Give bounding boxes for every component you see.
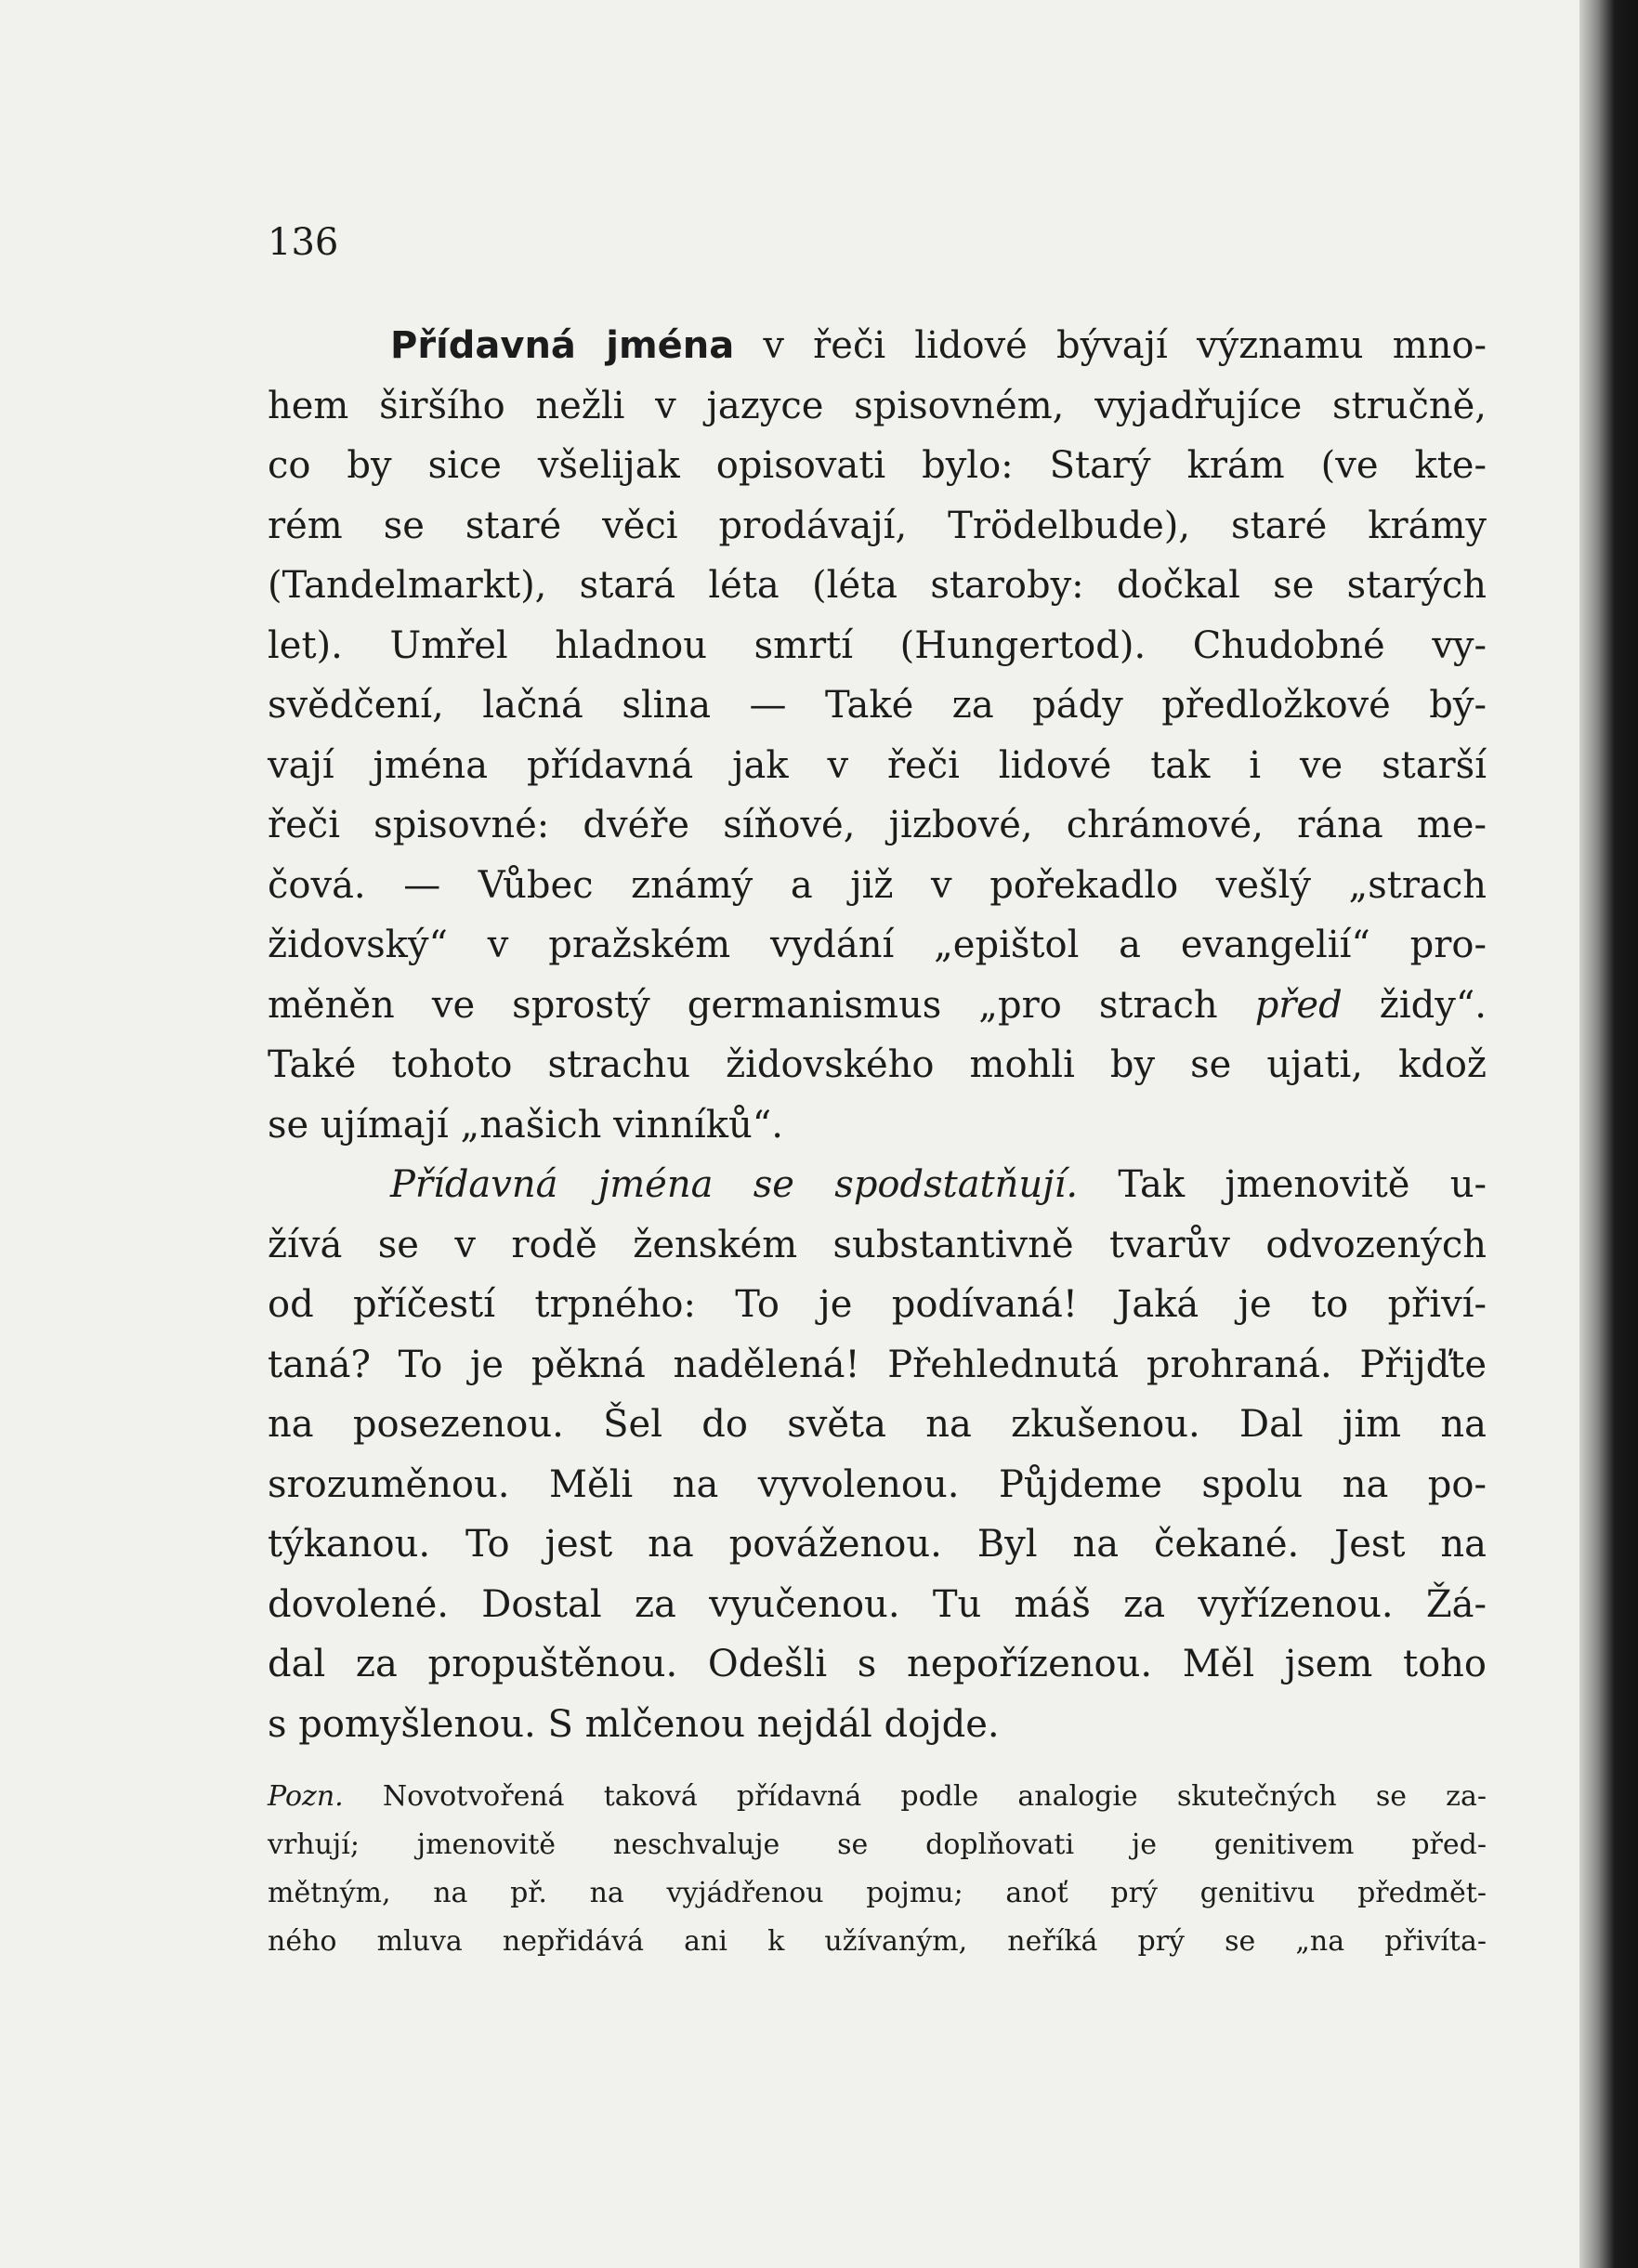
text-line: žívá se v rodě ženském substantivně tvarův odvozených bbox=[268, 1223, 1487, 1266]
note-label: Pozn. bbox=[268, 1780, 344, 1813]
paragraph-substantivized bbox=[268, 1155, 1487, 1754]
text-line: řeči spisovné: dvéře síňové, jizbové, chrámové, rána me- bbox=[268, 804, 1487, 846]
italic-word: před bbox=[1254, 983, 1343, 1027]
text-line: Přídavná jména v řeči lidové bývají významu mno- bbox=[390, 324, 1487, 367]
text-line: co by sice všelijak opisovati bylo: Starý krám (ve kte- bbox=[268, 444, 1487, 487]
text-line: od příčestí trpného: To je podívaná! Jaká je to přiví- bbox=[268, 1283, 1487, 1326]
text-line: týkanou. To jest na pováženou. Byl na čekané. Jest na bbox=[268, 1523, 1487, 1566]
note-line: vrhují; jmenovitě neschvaluje se doplňovati je genitivem před- bbox=[268, 1829, 1487, 1861]
section-heading-italic: Přídavná jména se spodstatňují. bbox=[390, 1163, 1079, 1206]
note-line: mětným, na př. na vyjádřenou pojmu; anoť prý genitivu předmět- bbox=[268, 1877, 1487, 1909]
text-line: srozuměnou. Měli na vyvolenou. Půjdeme spolu na po- bbox=[268, 1462, 1487, 1506]
text-line: Přídavná jména se spodstatňují. Tak jmenovitě u- bbox=[390, 1163, 1487, 1206]
section-heading: Přídavná jména bbox=[390, 324, 735, 367]
footnote bbox=[268, 1773, 1487, 1966]
text-line: rém se staré věci prodávají, Trödelbude), staré krámy bbox=[268, 504, 1487, 547]
text-line: na posezenou. Šel do světa na zkušenou. Dal jim na bbox=[268, 1403, 1487, 1446]
text-line: Také tohoto strachu židovského mohli by se ujati, kdož bbox=[268, 1043, 1487, 1086]
text-line: se ujímají „našich vinníků“. bbox=[268, 1103, 783, 1147]
text-line: svědčení, lačná slina — Také za pády předložkové bý- bbox=[268, 684, 1487, 727]
text-line: dal za propuštěnou. Odešli s nepořízenou. Měl jsem toho bbox=[268, 1643, 1487, 1685]
text-line: hem širšího nežli v jazyce spisovném, vyjadřujíce stručně, bbox=[268, 384, 1487, 427]
text-line: vají jména přídavná jak v řeči lidové tak i ve starší bbox=[268, 743, 1487, 787]
text-line: let). Umřel hladnou smrtí (Hungertod). Chudobné vy- bbox=[268, 623, 1487, 667]
note-line: Pozn. Novotvořená taková přídavná podle analogie skutečných se za- bbox=[268, 1780, 1487, 1813]
text-line: dovolené. Dostal za vyučenou. Tu máš za vyřízenou. Žá- bbox=[268, 1582, 1487, 1626]
note-line: ného mluva nepřidává ani k užívaným, neříká prý se „na přivíta- bbox=[268, 1925, 1487, 1958]
text-line: s pomyšlenou. S mlčenou nejdál dojde. bbox=[268, 1702, 1000, 1746]
page-edge-shadow bbox=[1579, 0, 1638, 2268]
text-line: taná? To je pěkná nadělená! Přehlednutá prohraná. Přijďte bbox=[268, 1343, 1487, 1386]
text-line: měněn ve sprostý germanismus „pro strach před židy“. bbox=[268, 983, 1487, 1027]
page-number: 136 bbox=[268, 221, 339, 264]
paragraph-adjectives bbox=[268, 316, 1487, 1155]
body-text bbox=[268, 316, 1487, 1966]
text-line: (Tandelmarkt), stará léta (léta staroby: dočkal se starých bbox=[268, 564, 1487, 607]
text-line: židovský“ v pražském vydání „epištol a evangelií“ pro- bbox=[268, 924, 1487, 966]
text-line: čová. — Vůbec známý a již v pořekadlo vešlý „strach bbox=[268, 863, 1487, 907]
